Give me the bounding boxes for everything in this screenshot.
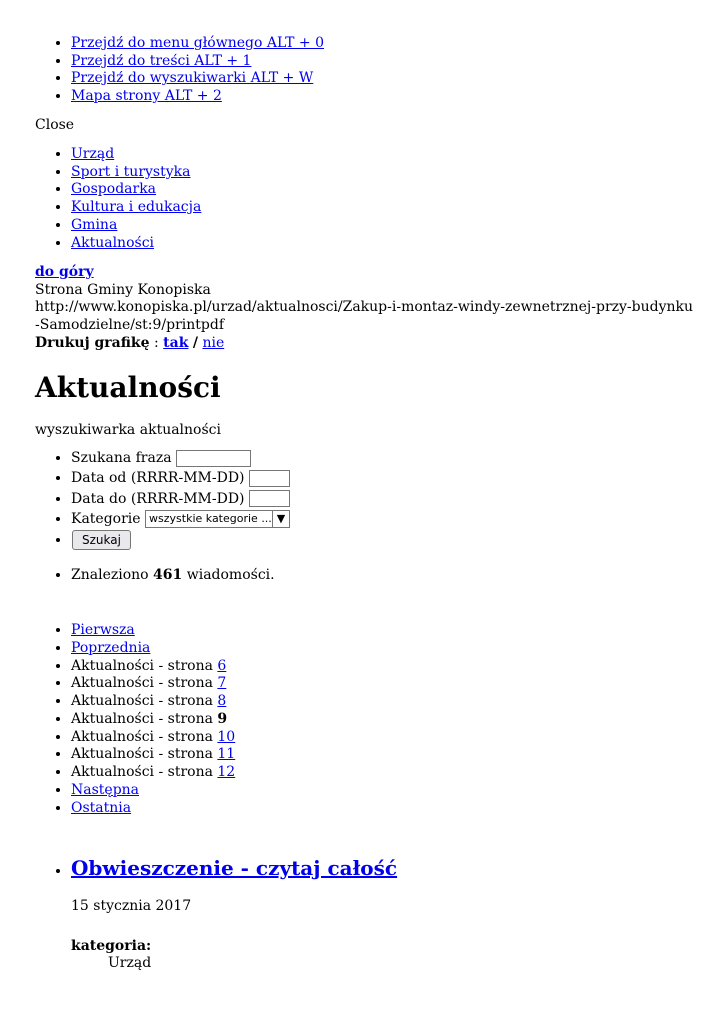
colon: :	[154, 334, 159, 351]
news-date: 15 stycznia 2017	[71, 898, 192, 914]
skip-to-menu-link[interactable]: Przejdź do menu głównego ALT + 0	[71, 35, 324, 51]
nav-item-gmina[interactable]: Gmina	[71, 216, 118, 233]
search-phrase-label: Szukana fraza	[71, 450, 172, 466]
skip-link-item	[71, 35, 695, 53]
pager-page-prefix: Aktualności - strona	[71, 710, 213, 727]
pager-page-link[interactable]: 11	[217, 746, 236, 763]
search-phrase-row	[71, 448, 695, 468]
pager-item	[71, 693, 695, 711]
search-heading: wyszukiwarka aktualności	[35, 422, 221, 438]
category-label: Kategorie	[71, 511, 141, 528]
found-prefix: Znaleziono	[71, 567, 149, 583]
pager-item	[71, 675, 695, 693]
date-to-label: Data do (RRRR-MM-DD)	[71, 490, 245, 507]
pager-page-prefix: Aktualności - strona	[71, 675, 213, 692]
pager-page-prefix: Aktualności - strona	[71, 746, 213, 763]
skip-link-item	[71, 53, 695, 71]
date-to-input[interactable]	[249, 490, 290, 507]
date-to-row	[71, 489, 695, 509]
print-graphics-no-link[interactable]: nie	[202, 334, 225, 351]
pager-item	[71, 746, 695, 764]
pager-page-link[interactable]: 7	[217, 675, 227, 692]
pager-page-prefix: Aktualności - strona	[71, 657, 213, 674]
main-nav	[35, 146, 695, 252]
nav-item-gospodarka[interactable]: Gospodarka	[71, 181, 157, 198]
found-suffix: wiadomości.	[186, 567, 275, 583]
skip-to-search-link[interactable]: Przejdź do wyszukiwarki ALT + W	[71, 70, 314, 87]
pager-prev-link[interactable]: Poprzednia	[71, 639, 151, 656]
sitemap-link[interactable]: Mapa strony ALT + 2	[71, 88, 222, 105]
pager-item	[71, 622, 695, 640]
news-category-value: Urząd	[108, 955, 152, 972]
print-graphics-row	[35, 335, 695, 353]
pager-item	[71, 764, 695, 782]
news-category-label: kategoria:	[71, 937, 152, 954]
pager-item	[71, 711, 695, 729]
news-list	[35, 854, 695, 973]
category-select[interactable]	[145, 510, 290, 528]
nav-item-urzad[interactable]: Urząd	[71, 146, 115, 162]
pager-item	[71, 800, 695, 818]
nav-item	[71, 235, 695, 253]
nav-item-aktualnosci[interactable]: Aktualności	[71, 234, 155, 251]
nav-item-kultura[interactable]: Kultura i edukacja	[71, 199, 202, 216]
print-graphics-yes-link[interactable]: tak	[163, 334, 189, 351]
nav-item	[71, 181, 695, 199]
pager-item	[71, 729, 695, 747]
back-to-top-link[interactable]: do góry	[35, 264, 94, 280]
category-row	[71, 509, 695, 529]
skip-links	[35, 35, 695, 106]
date-from-row	[71, 468, 695, 488]
pager-first-link[interactable]: Pierwsza	[71, 622, 135, 638]
results-count-item	[71, 567, 695, 585]
print-header	[35, 264, 695, 353]
nav-item	[71, 217, 695, 235]
news-item	[71, 854, 695, 973]
results-count	[35, 567, 695, 585]
print-graphics-label: Drukuj grafikę	[35, 334, 150, 351]
pager-page-link[interactable]: 12	[217, 764, 236, 780]
submit-row	[71, 530, 695, 554]
pager-page-prefix: Aktualności - strona	[71, 728, 213, 745]
nav-item-sport[interactable]: Sport i turystyka	[71, 163, 191, 180]
pager-item	[71, 640, 695, 658]
pager-item	[71, 658, 695, 676]
search-form	[35, 448, 695, 554]
nav-item	[71, 164, 695, 182]
found-count: 461	[153, 567, 183, 583]
pager-current-page: 9	[217, 710, 228, 727]
news-title-link[interactable]: Obwieszczenie - czytaj całość	[71, 856, 398, 880]
search-button[interactable]: Szukaj	[72, 530, 131, 550]
skip-link-item	[71, 70, 695, 88]
category-selected-value: wszystkie kategorie ...	[149, 512, 272, 526]
skip-to-content-link[interactable]: Przejdź do treści ALT + 1	[71, 52, 252, 69]
pager-page-link[interactable]: 6	[217, 657, 227, 674]
pager-page-prefix: Aktualności - strona	[71, 764, 213, 780]
chevron-down-icon: ▼	[272, 511, 289, 527]
pager-page-prefix: Aktualności - strona	[71, 693, 213, 709]
date-from-input[interactable]	[249, 470, 290, 487]
pagination	[35, 622, 695, 817]
pager-item	[71, 782, 695, 800]
pager-next-link[interactable]: Następna	[71, 781, 140, 798]
nav-item	[71, 199, 695, 217]
separator: /	[192, 334, 198, 351]
news-title	[71, 854, 695, 882]
search-phrase-input[interactable]	[176, 450, 251, 467]
site-name: Strona Gminy Konopiska	[35, 281, 211, 298]
nav-item	[71, 146, 695, 164]
page-url: http://www.konopiska.pl/urzad/aktualnosci/Zakup-i-montaz-windy-zewnetrznej-przy-budynku-Samodzielne/st:9/printpdf	[35, 299, 694, 334]
page-title: Aktualności	[35, 371, 221, 404]
close-button[interactable]: Close	[35, 117, 75, 133]
pager-last-link[interactable]: Ostatnia	[71, 799, 132, 816]
date-from-label: Data od (RRRR-MM-DD)	[71, 470, 245, 487]
pager-page-link[interactable]: 10	[217, 728, 236, 745]
pager-page-link[interactable]: 8	[217, 693, 227, 709]
skip-link-item	[71, 88, 695, 106]
